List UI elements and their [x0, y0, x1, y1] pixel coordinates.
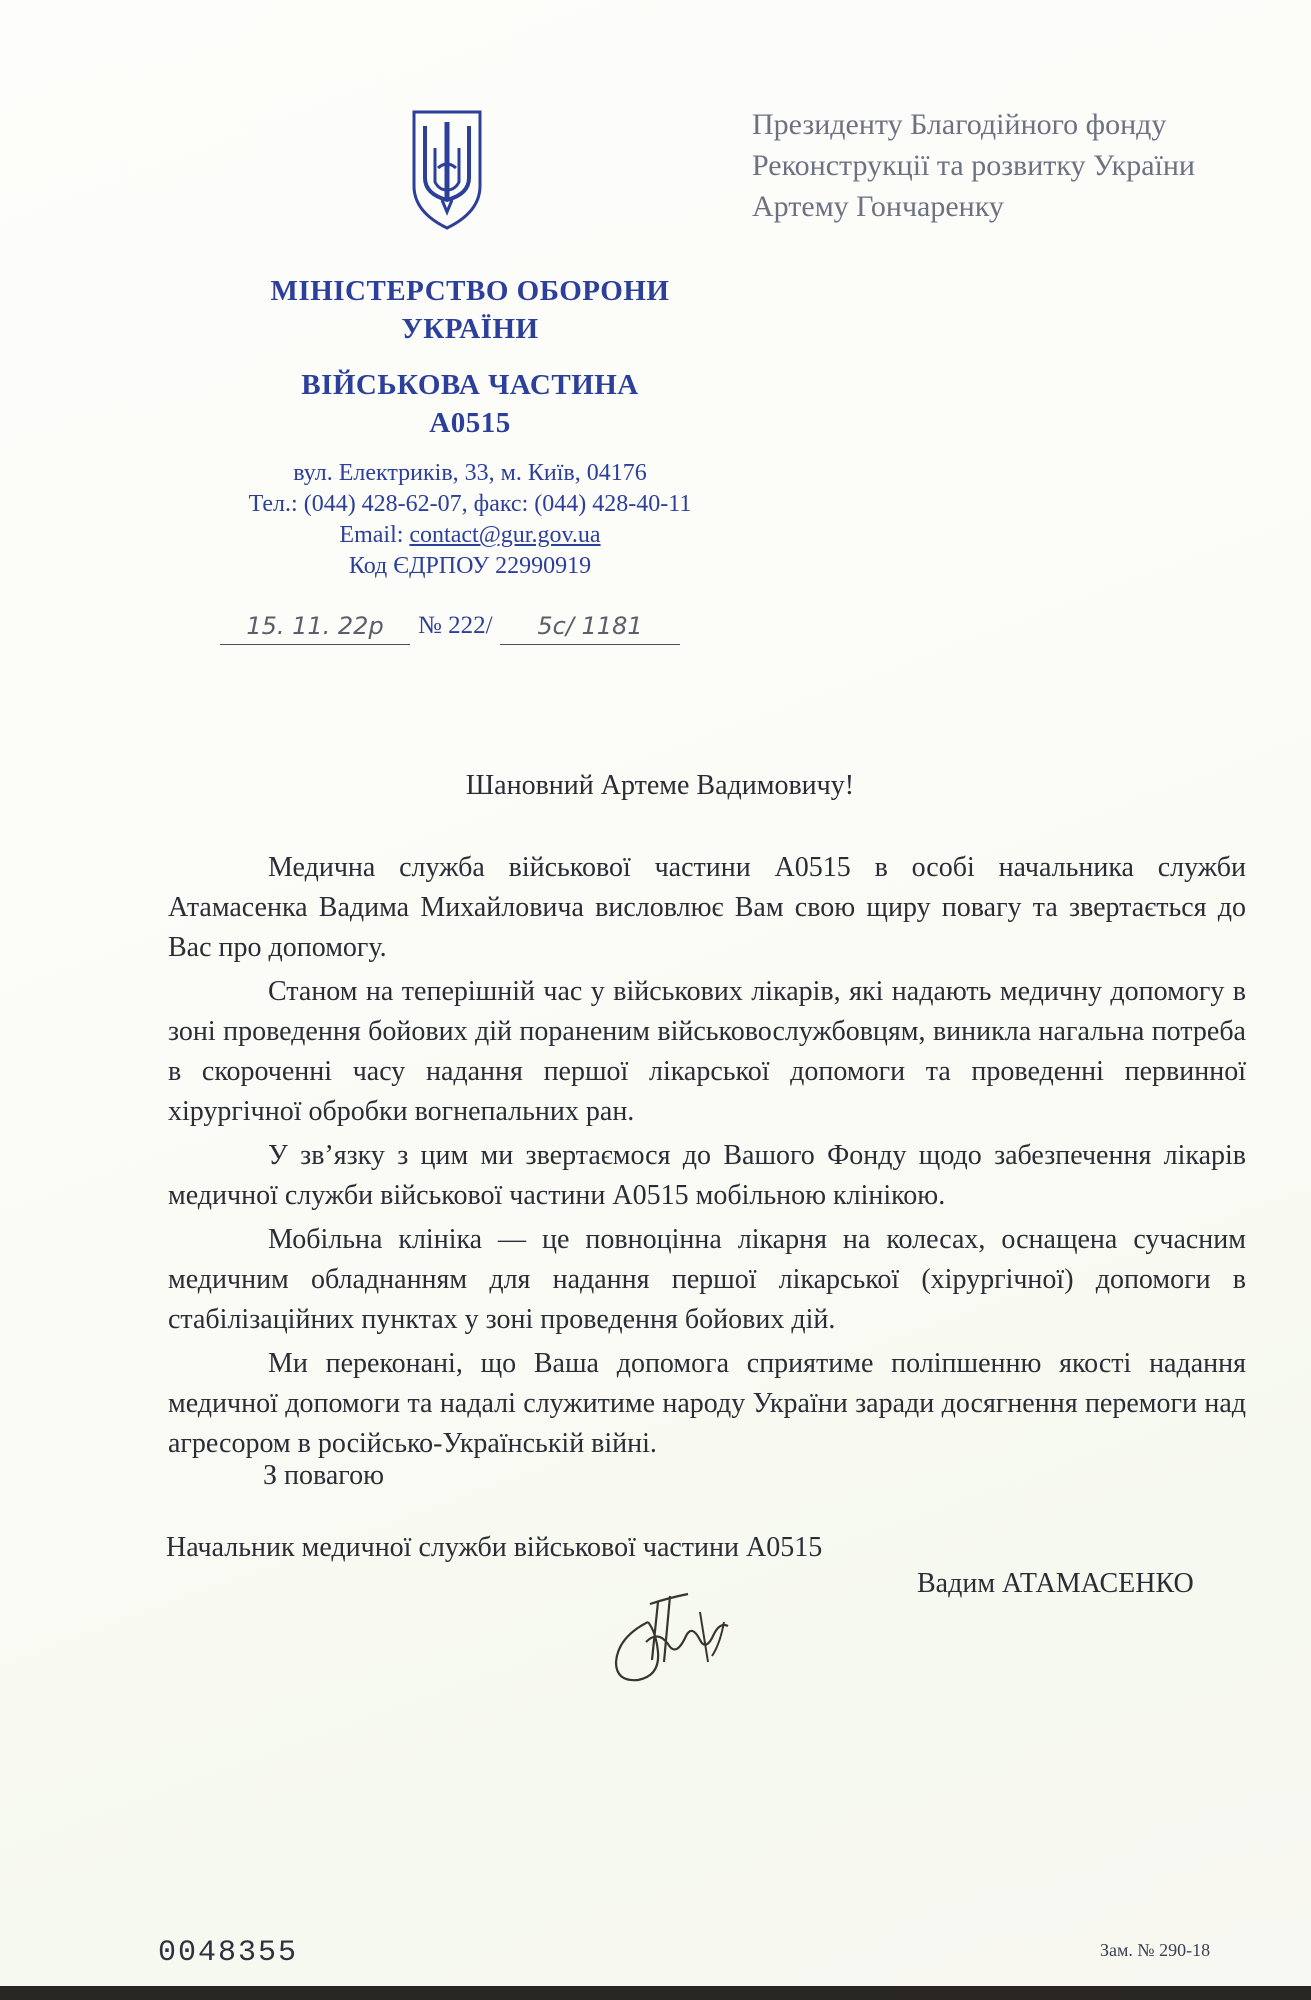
registration-line	[220, 608, 680, 648]
closing-phrase: З повагою	[263, 1460, 384, 1491]
addressee-line-1: Президенту Благодійного фонду	[752, 108, 1167, 141]
unit-line-2: А0515	[429, 407, 511, 439]
salutation: Шановний Артеме Вадимовичу!	[465, 770, 855, 801]
edrpou-code: Код ЄДРПОУ 22990919	[348, 553, 592, 579]
registration-number-prefix: № 222/	[418, 612, 493, 639]
handwritten-signature-icon	[608, 1582, 758, 1692]
form-code: Зам. № 290-18	[1100, 1940, 1211, 1960]
contact-block	[170, 458, 770, 582]
body-paragraph: Станом на теперішній час у військових лікарів, які надають медичну допомогу в зоні проведення бойових дій пораненим військовослужбовцям, виникла нагальна потреба в скороченні часу надання першої лікарської допомоги та проведенні первинної хірургічної обробки вогнепальних ран.	[168, 976, 1246, 1127]
body-paragraph: Медична служба військової частини А0515 в особі начальника служби Атамасенка Вадима Михайловича висловлює Вам свою щиру повагу та звертається до Вас про допомогу.	[168, 852, 1246, 963]
body-paragraph: У зв’язку з цим ми звертаємося до Вашого Фонду щодо забезпечення лікарів медичної служби військової частини А0515 мобільною клінікою.	[168, 1140, 1246, 1211]
signer-name: Вадим АТАМАСЕНКО	[917, 1568, 1194, 1599]
ministry-name	[190, 272, 750, 348]
tryzub-emblem-icon	[408, 108, 486, 232]
serial-number: 0048355	[158, 1936, 299, 1970]
email-link[interactable]: contact@gur.gov.ua	[409, 522, 601, 548]
email-line	[170, 520, 770, 551]
unit-line-1: ВІЙСЬКОВА ЧАСТИНА	[301, 369, 639, 401]
signer-position: Начальник медичної служби військової частини А0515	[166, 1532, 823, 1563]
addressee-block	[752, 104, 1272, 227]
email-label: Email:	[339, 522, 410, 548]
page-bottom-edge	[0, 1986, 1311, 2000]
registration-date: 15. 11. 22р	[220, 608, 410, 645]
body-paragraph: Ми переконані, що Ваша допомога сприятиме поліпшенню якості надання медичної допомоги та надалі служитиме народу України заради досягнення перемоги над агресором в російсько-Українській війні.	[168, 1348, 1246, 1459]
body-paragraph: Мобільна клініка — це повноцінна лікарня на колесах, оснащена сучасним медичним обладнанням для надання першої лікарської (хірургічної) допомоги в стабілізаційних пунктах у зоні проведення бойових дій.	[168, 1224, 1246, 1335]
ministry-line-2: УКРАЇНИ	[401, 313, 539, 345]
letter-body	[168, 848, 1246, 1468]
registration-number-suffix: 5с/ 1181	[500, 608, 680, 645]
addressee-line-3: Артему Гончаренку	[752, 190, 1004, 223]
military-unit	[190, 366, 750, 442]
phone-fax: Тел.: (044) 428-62-07, факс: (044) 428-40-11	[248, 491, 692, 517]
ministry-line-1: МІНІСТЕРСТВО ОБОРОНИ	[270, 275, 670, 307]
address: вул. Електриків, 33, м. Київ, 04176	[293, 460, 647, 486]
addressee-line-2: Реконструкції та розвитку України	[752, 149, 1195, 182]
